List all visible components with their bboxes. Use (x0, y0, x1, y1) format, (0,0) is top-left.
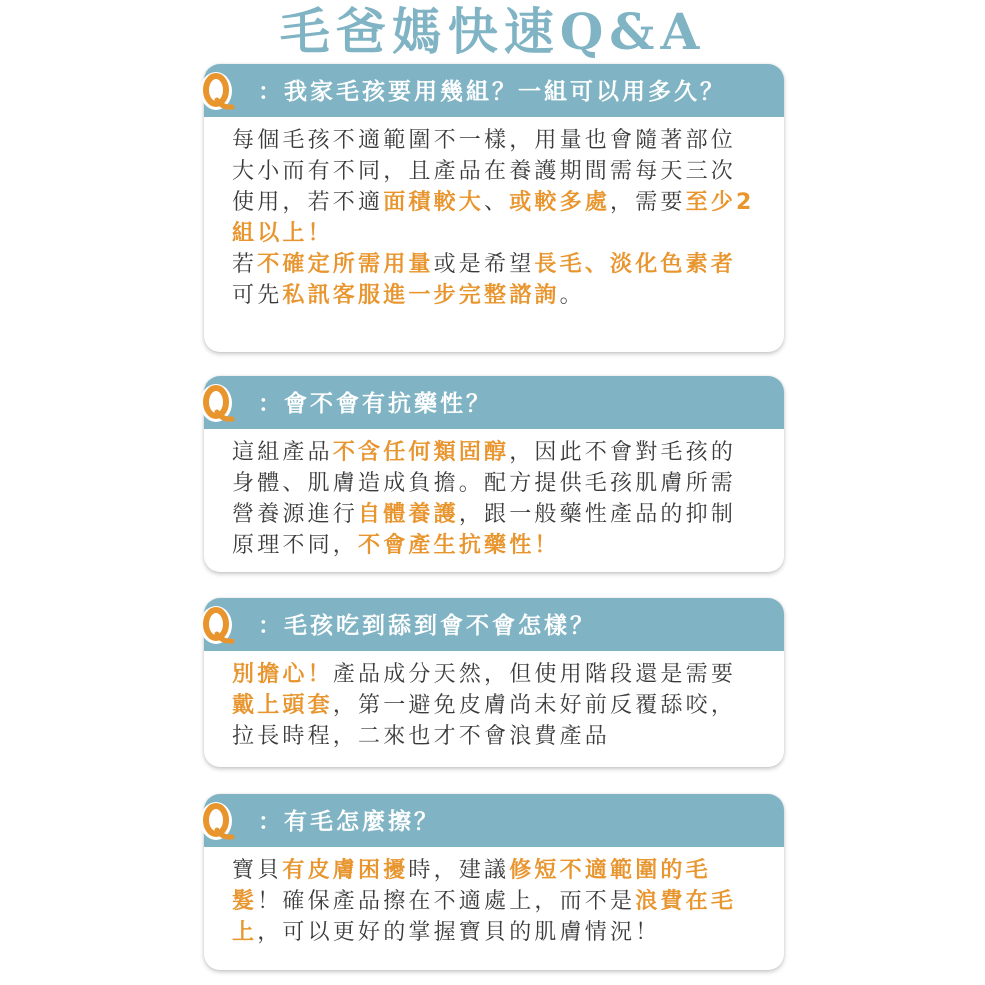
highlight-text: 戴上頭套 (232, 693, 333, 718)
highlight-text: 別擔心！ (232, 662, 333, 687)
answer-segment: 可先 (232, 283, 283, 308)
answer-segment: ，跟一般藥性產品的抑制原理不同， (232, 502, 737, 558)
answer-segment: 若 (232, 252, 258, 277)
page-title: 毛爸媽快速Q&A (279, 2, 706, 61)
answer-segment: 寶貝 (232, 858, 283, 883)
question-text: ：我家毛孩要用幾組？一組可以用多久？ (258, 79, 726, 105)
answer-text (204, 651, 784, 764)
highlight-text: 浪費在毛上 (232, 889, 737, 945)
qa-card-3 (204, 598, 784, 767)
answer-segment: 或是希望 (433, 252, 535, 277)
question-header (204, 64, 784, 117)
answer-text (204, 117, 784, 323)
answer-segment: 時，建議 (408, 858, 510, 883)
highlight-text: 面積較大 (383, 190, 485, 215)
question-header (204, 598, 784, 651)
question-text: ：毛孩吃到舔到會不會怎樣？ (258, 613, 596, 639)
answer-segment: ，第一避免皮膚尚未好前反覆舔咬，拉長時程，二來也才不會浪費產品 (232, 693, 737, 749)
question-header (204, 794, 784, 847)
highlight-text: 修短不適範圍的毛髮 (232, 858, 711, 914)
highlight-text: 長毛、淡化色素者 (534, 252, 737, 277)
highlight-text: 不含任何類固醇 (332, 440, 510, 465)
highlight-text: 私訊客服進一步完整諮詢 (282, 283, 560, 308)
highlight-text: 至少2組以上！ (232, 190, 755, 246)
answer-segment: 每個毛孩不適範圍不一樣，用量也會隨著部位大小而有不同，且產品在養護期間需每天三次使用，若不適 (232, 128, 737, 215)
q-letter-badge-icon (198, 382, 238, 426)
answer-segment: ！確保產品擦在不適處上，而不是 (257, 889, 636, 914)
answer-segment: 這組產品 (232, 440, 333, 465)
question-text: ：會不會有抗藥性？ (258, 391, 492, 417)
highlight-text: 自體養護 (358, 502, 459, 527)
qa-card-1 (204, 64, 784, 352)
qa-card-4 (204, 794, 784, 970)
q-letter-badge-icon (198, 604, 238, 648)
question-header (204, 376, 784, 429)
answer-segment: 。 (559, 283, 585, 308)
answer-segment: 、 (484, 190, 510, 215)
highlight-text: 或較多處 (509, 190, 611, 215)
answer-segment: ，因此不會對毛孩的身體、肌膚造成負擔。配方提供毛孩肌膚所需營養源進行 (232, 440, 737, 527)
answer-text (204, 429, 784, 573)
answer-segment: ，可以更好的掌握寶貝的肌膚情況！ (257, 920, 661, 945)
answer-segment: 產品成分天然，但使用階段還是需要 (332, 662, 737, 687)
qa-card-2 (204, 376, 784, 572)
highlight-text: 有皮膚困擾 (282, 858, 409, 883)
q-letter-badge-icon (198, 70, 238, 114)
highlight-text: 不確定所需用量 (257, 252, 434, 277)
highlight-text: 不會產生抗藥性！ (358, 533, 560, 558)
answer-segment: ，需要 (610, 190, 686, 215)
answer-text (204, 847, 784, 960)
q-letter-badge-icon (198, 800, 238, 844)
question-text: ：有毛怎麼擦？ (258, 809, 440, 835)
